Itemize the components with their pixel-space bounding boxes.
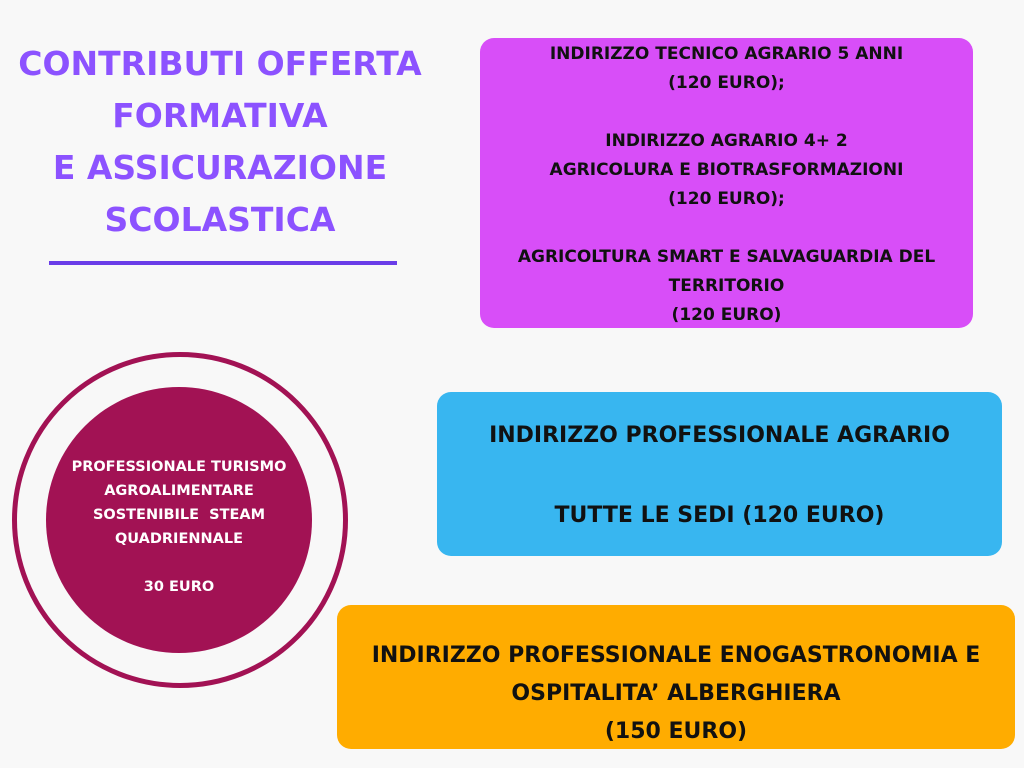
title-line: E ASSICURAZIONE xyxy=(52,148,388,187)
box-line: (120 EURO) xyxy=(671,305,782,325)
box-line: INDIRIZZO TECNICO AGRARIO 5 ANNI xyxy=(549,44,904,64)
circle-line: PROFESSIONALE TURISMO xyxy=(71,459,287,475)
title-line: CONTRIBUTI OFFERTA xyxy=(18,44,422,83)
box-line: INDIRIZZO PROFESSIONALE ENOGASTRONOMIA E xyxy=(371,643,981,668)
box-line: TERRITORIO xyxy=(668,276,785,296)
box-line: (150 EURO) xyxy=(604,719,748,744)
turismo-circle xyxy=(46,387,312,653)
box-line: AGRICOLURA E BIOTRASFORMAZIONI xyxy=(549,160,904,180)
professionale-agrario-box xyxy=(437,392,1002,556)
box-line: OSPITALITA’ ALBERGHIERA xyxy=(511,681,841,706)
circle-line: SOSTENIBILE STEAM xyxy=(92,507,266,523)
box-line: AGRICOLTURA SMART E SALVAGUARDIA DEL xyxy=(517,247,936,267)
box-line: INDIRIZZO PROFESSIONALE AGRARIO xyxy=(489,423,950,448)
title-line: SCOLASTICA xyxy=(104,200,336,239)
spacer xyxy=(480,98,973,127)
circle-line: QUADRIENNALE xyxy=(114,531,243,547)
page-title xyxy=(10,38,430,246)
enogastronomia-box xyxy=(337,605,1015,749)
spacer xyxy=(480,214,973,243)
title-divider xyxy=(49,261,397,265)
box-line: (120 EURO); xyxy=(668,73,785,93)
box-line: INDIRIZZO AGRARIO 4+ 2 xyxy=(605,131,848,151)
agrario-tecnico-box xyxy=(480,38,973,328)
box-line: (120 EURO); xyxy=(668,189,785,209)
spacer xyxy=(46,551,312,575)
box-line: TUTTE LE SEDI (120 EURO) xyxy=(554,503,885,528)
spacer xyxy=(437,456,1002,496)
circle-line: AGROALIMENTARE xyxy=(104,483,254,499)
circle-price: 30 EURO xyxy=(143,579,215,595)
title-line: FORMATIVA xyxy=(112,96,328,135)
